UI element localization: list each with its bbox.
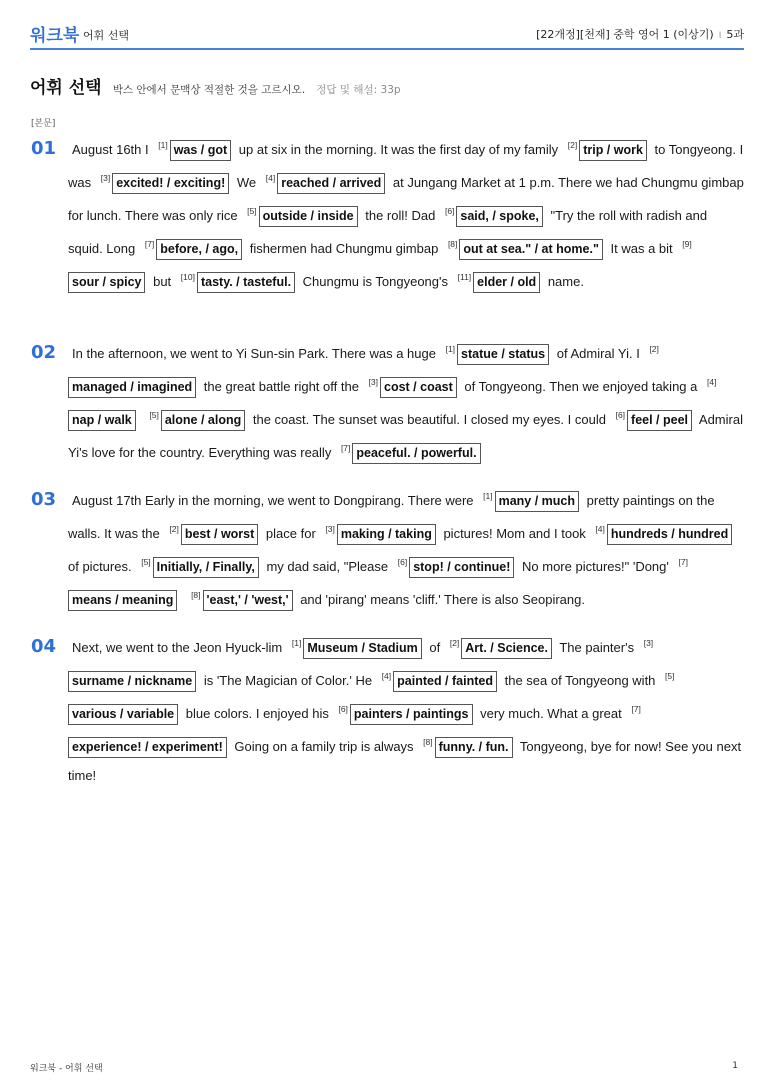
question-marker: [8] (191, 590, 201, 600)
question-marker: [5] (149, 410, 159, 420)
question-marker: [3] (325, 524, 335, 534)
passage-text (68, 346, 743, 460)
answer-reference: 정답 및 해설: 33p (316, 84, 401, 96)
choice-box[interactable]: was / got (170, 140, 231, 161)
question-marker: [2] (169, 524, 179, 534)
choice-box[interactable]: hundreds / hundred (607, 524, 732, 545)
question-marker: [9] (682, 239, 692, 249)
choice-box[interactable]: before, / ago, (156, 239, 242, 260)
question-marker: [6] (615, 410, 626, 420)
passage-text-segment: but (149, 274, 175, 289)
passage-text-segment: Going on a family trip is always (230, 739, 418, 754)
question-marker: [4] (265, 173, 276, 183)
brand-logo: 워크북 (30, 26, 80, 46)
question-marker: [2] (567, 140, 578, 150)
choice-box[interactable]: trip / work (579, 140, 647, 161)
header-book-info (536, 26, 744, 42)
choice-box[interactable]: cost / coast (380, 377, 457, 398)
choice-box[interactable]: various / variable (68, 704, 178, 725)
passage-text-segment: fishermen had Chungmu gimbap (246, 241, 442, 256)
question-marker: [3] (368, 377, 378, 387)
choice-box[interactable]: 'east,' / 'west,' (203, 590, 293, 611)
passage-text-segment: In the afternoon, we went to Yi Sun-sin Park. There was a huge (72, 346, 440, 361)
passage-text-segment (181, 592, 185, 607)
passage-text-segment: Chungmu is Tongyeong's (299, 274, 452, 289)
choice-box[interactable]: Museum / Stadium (303, 638, 421, 659)
passage-text-segment: place for (262, 526, 320, 541)
passage-text-segment: We (233, 175, 260, 190)
passage-text-segment (140, 412, 144, 427)
choice-box[interactable]: out at sea." / at home." (459, 239, 603, 260)
passage-text-segment: No more pictures!" 'Dong' (518, 559, 673, 574)
passage-text-segment: my dad said, "Please (262, 559, 392, 574)
question-marker: [3] (643, 638, 654, 648)
question-marker: [8] (447, 239, 458, 249)
instruction-text: 박스 안에서 문맥상 적절한 것을 고르시오. (112, 84, 306, 96)
passage-text-segment: pictures! Mom and I took (439, 526, 590, 541)
passage-text-segment: the coast. The sunset was beautiful. I closed my eyes. I could (249, 412, 610, 427)
footer-label: 워크북 - 어휘 선택 (30, 1064, 103, 1074)
passage-text-segment: It was a bit (606, 241, 677, 256)
choice-box[interactable]: nap / walk (68, 410, 136, 431)
passage-04 (68, 629, 744, 790)
choice-box[interactable]: sour / spicy (68, 272, 145, 293)
passage-text-segment: the great battle right off the (200, 379, 363, 394)
passage-text (68, 493, 736, 607)
passage-text-segment: of (425, 640, 444, 655)
choice-box[interactable]: surname / nickname (68, 671, 196, 692)
title-row (30, 73, 401, 98)
passage-text (68, 640, 741, 783)
question-number: 04 (31, 636, 57, 657)
question-marker: [7] (631, 704, 641, 714)
choice-box[interactable]: alone / along (161, 410, 245, 431)
choice-box[interactable]: best / worst (181, 524, 258, 545)
passage-text-segment: The painter's (555, 640, 638, 655)
section-tag: [본문] (31, 119, 56, 129)
question-marker: [6] (444, 206, 455, 216)
question-marker: [1] (445, 344, 456, 354)
question-marker: [4] (706, 377, 717, 387)
passage-text-segment: of pictures. (68, 559, 136, 574)
choice-box[interactable]: outside / inside (259, 206, 358, 227)
header-subtitle: 어휘 선택 (83, 29, 130, 42)
passage-text (68, 142, 744, 289)
page-title: 어휘 선택 (30, 78, 102, 98)
passage-text-segment: is 'The Magician of Color.' He (200, 673, 376, 688)
question-marker: [6] (338, 704, 348, 714)
passage-03 (68, 482, 744, 614)
page-number: 1 (732, 1061, 738, 1071)
passage-01 (68, 131, 744, 296)
choice-box[interactable]: means / meaning (68, 590, 177, 611)
passage-02 (68, 335, 744, 467)
choice-box[interactable]: many / much (495, 491, 579, 512)
passage-text-segment: blue colors. I enjoyed his (182, 706, 333, 721)
book-title: [22개정][천재] 중학 영어 1 (이상기) (536, 28, 714, 41)
question-marker: [1] (158, 140, 168, 150)
choice-box[interactable]: painters / paintings (350, 704, 473, 725)
question-number: 03 (31, 489, 57, 510)
choice-box[interactable]: experience! / experiment! (68, 737, 227, 758)
question-marker: [4] (595, 524, 605, 534)
passage-text-segment: of Admiral Yi. I (553, 346, 644, 361)
passage-text-segment: up at six in the morning. It was the first day of my family (235, 142, 562, 157)
choice-box[interactable]: stop! / continue! (409, 557, 514, 578)
question-number: 02 (31, 342, 57, 363)
choice-box[interactable]: Initially, / Finally, (153, 557, 259, 578)
question-marker: [7] (340, 443, 351, 453)
choice-box[interactable]: Art. / Science. (461, 638, 552, 659)
question-marker: [5] (247, 206, 257, 216)
choice-box[interactable]: tasty. / tasteful. (197, 272, 295, 293)
choice-box[interactable]: painted / fainted (393, 671, 497, 692)
page-header (30, 18, 744, 50)
lesson-label: 5과 (726, 28, 744, 41)
question-marker: [6] (397, 557, 408, 567)
header-separator: I (718, 31, 722, 41)
question-marker: [1] (483, 491, 493, 501)
passage-text-segment: Admiral Yi's love for the country. Everything was really (68, 412, 743, 460)
passage-text-segment: very much. What a great (476, 706, 626, 721)
question-marker: [5] (141, 557, 151, 567)
choice-box[interactable]: excited! / exciting! (112, 173, 229, 194)
question-marker: [7] (678, 557, 688, 567)
passage-text-segment: and 'pirang' means 'cliff.' There is also Seopirang. (296, 592, 585, 607)
question-marker: [10] (180, 272, 195, 282)
question-marker: [2] (649, 344, 659, 354)
choice-box[interactable]: feel / peel (627, 410, 692, 431)
passage-text-segment: pretty paintings on the walls. It was the (68, 493, 715, 541)
question-marker: [3] (100, 173, 111, 183)
question-number: 01 (31, 138, 57, 159)
passage-text-segment: of Tongyeong. Then we enjoyed taking a (460, 379, 701, 394)
passage-text-segment: the roll! Dad (361, 208, 439, 223)
choice-box[interactable]: statue / status (457, 344, 549, 365)
question-marker: [4] (381, 671, 392, 681)
choice-box[interactable]: said, / spoke, (456, 206, 543, 227)
question-marker: [5] (665, 671, 675, 681)
passage-text-segment: Tongyeong, bye for now! See you next time! (68, 739, 742, 783)
passage-text-segment: "Try the roll with radish and squid. Long (68, 208, 708, 256)
passage-text-segment: the sea of Tongyeong with (500, 673, 660, 688)
passage-text-segment: to Tongyeong. I was (68, 142, 744, 190)
question-marker: [7] (144, 239, 155, 249)
choice-box[interactable]: reached / arrived (277, 173, 385, 194)
choice-box[interactable]: peaceful. / powerful. (352, 443, 480, 464)
passage-text-segment: Next, we went to the Jeon Hyuck-lim (72, 640, 286, 655)
choice-box[interactable]: managed / imagined (68, 377, 196, 398)
passage-text-segment: August 16th I (72, 142, 153, 157)
choice-box[interactable]: funny. / fun. (435, 737, 513, 758)
question-marker: [1] (291, 638, 302, 648)
passage-text-segment: name. (544, 274, 584, 289)
choice-box[interactable]: making / taking (337, 524, 436, 545)
question-marker: [11] (457, 272, 472, 282)
passage-text-segment: at Jungang Market at 1 p.m. There we had Chungmu gimbap for lunch. There was only rice (68, 175, 744, 223)
question-marker: [8] (423, 737, 433, 747)
question-marker: [2] (449, 638, 460, 648)
choice-box[interactable]: elder / old (473, 272, 540, 293)
passage-text-segment: August 17th Early in the morning, we went to Dongpirang. There were (72, 493, 478, 508)
